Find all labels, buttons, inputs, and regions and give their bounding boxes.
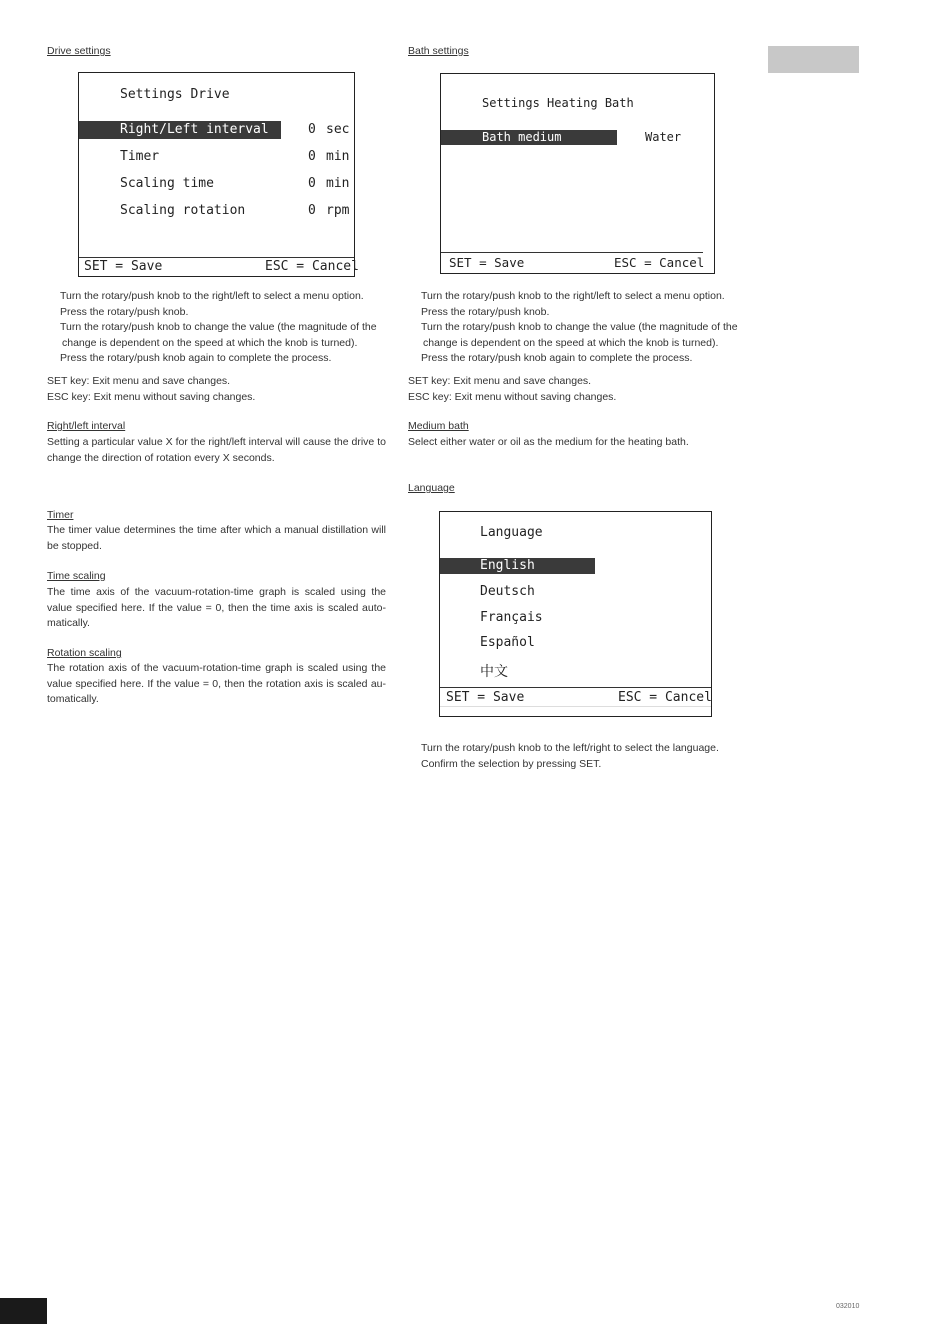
medium-bath-text: Select either water or oil as the medium for the heating bath.	[408, 436, 689, 448]
language-heading: Language	[408, 482, 455, 494]
drive-instructions	[60, 289, 377, 367]
drive-settings-heading: Drive settings	[47, 45, 111, 57]
save-hint: SET = Save	[449, 255, 525, 270]
menu-item-scaling-time: Scaling time	[120, 176, 214, 191]
menu-item-right-left-interval: Right/Left interval	[79, 121, 281, 139]
instruction-step: Press the rotary/push knob.	[421, 305, 550, 318]
menu-item-scaling-rotation: Scaling rotation	[120, 203, 246, 218]
screen-title: Language	[480, 525, 543, 540]
language-screen	[439, 511, 712, 717]
footer-divider	[440, 687, 711, 688]
menu-item-timer: Timer	[120, 149, 160, 164]
menu-value-bath-medium: Water	[645, 130, 682, 144]
language-option-english: English	[440, 558, 595, 574]
time-scaling-heading: Time scaling	[47, 570, 106, 582]
language-option-francais: Français	[480, 610, 543, 625]
instruction-step: Press the rotary/push knob.	[60, 305, 189, 318]
footer-divider	[441, 252, 703, 253]
language-option-espanol: Español	[480, 635, 535, 650]
footer-divider	[79, 257, 354, 258]
cancel-hint: ESC = Cancel	[614, 255, 705, 270]
instruction-step: Confirm the selection by pressing SET.	[421, 757, 602, 770]
bath-instructions	[421, 289, 738, 367]
instruction-step: Turn the rotary/push knob to the right/left to select a menu option.	[60, 290, 364, 302]
bath-settings-screen	[440, 73, 715, 274]
set-key-info: SET key: Exit menu and save changes.	[47, 375, 231, 387]
right-left-interval-heading: Right/left interval	[47, 420, 126, 432]
instruction-step: change is dependent on the speed at which the knob is turned).	[62, 336, 358, 349]
save-hint: SET = Save	[84, 259, 163, 274]
page-number-tab	[0, 1298, 47, 1324]
menu-value-scaling-rotation: 0	[308, 203, 316, 218]
drive-settings-screen	[78, 72, 359, 277]
document-code: 032010	[836, 1303, 860, 1310]
medium-bath-heading: Medium bath	[408, 420, 469, 432]
right-left-interval-text: Setting a particular value X for the right/left interval will cause the drive to change the direction of rotation every X seconds.	[47, 436, 386, 464]
save-hint: SET = Save	[446, 690, 525, 705]
instruction-step: Press the rotary/push knob again to complete the process.	[60, 352, 332, 364]
drive-key-info	[47, 374, 255, 405]
instruction-step: Turn the rotary/push knob to change the value (the magnitude of the	[60, 321, 377, 333]
esc-key-info: ESC key: Exit menu without saving changes.	[47, 390, 256, 403]
screen-title: Settings Drive	[120, 87, 230, 102]
menu-value-timer: 0	[308, 149, 316, 164]
instruction-step: Turn the rotary/push knob to the left/right to select the language.	[421, 742, 719, 754]
cancel-hint: ESC = Cancel	[618, 690, 712, 705]
esc-key-info: ESC key: Exit menu without saving changes.	[408, 390, 617, 403]
menu-item-bath-medium: Bath medium	[441, 130, 617, 145]
section-tab-marker	[768, 46, 859, 73]
language-instructions	[421, 741, 719, 772]
menu-value-scaling-time: 0	[308, 176, 316, 191]
language-option-chinese: 中文	[480, 664, 508, 680]
instruction-step: change is dependent on the speed at which the knob is turned).	[423, 336, 719, 349]
menu-unit-scaling-time: min	[326, 176, 350, 191]
menu-unit-scaling-rotation: rpm	[326, 203, 350, 218]
cancel-hint: ESC = Cancel	[265, 259, 359, 274]
set-key-info: SET key: Exit menu and save changes.	[408, 375, 592, 387]
time-scaling-text: The time axis of the vacuum-rotation-time graph is scaled using the value specified here. If the value = 0, then the time axis is scaled auto-matically.	[47, 586, 386, 629]
bath-key-info	[408, 374, 616, 405]
rotation-scaling-text: The rotation axis of the vacuum-rotation-time graph is scaled using the value specified here. If the value = 0, then the rotation axis is scaled au-tomatically.	[47, 662, 386, 705]
menu-unit-right-left-interval: sec	[326, 122, 350, 137]
timer-heading: Timer	[47, 509, 74, 521]
instruction-step: Turn the rotary/push knob to change the value (the magnitude of the	[421, 321, 738, 333]
instruction-step: Turn the rotary/push knob to the right/left to select a menu option.	[421, 290, 725, 302]
menu-unit-timer: min	[326, 149, 350, 164]
timer-text: The timer value determines the time after which a manual distillation will be stopped.	[47, 524, 386, 552]
footer-bottom-line	[440, 706, 711, 707]
language-option-deutsch: Deutsch	[480, 584, 535, 599]
screen-title: Settings Heating Bath	[482, 96, 634, 110]
menu-value-right-left-interval: 0	[308, 122, 316, 137]
bath-settings-heading: Bath settings	[408, 45, 469, 57]
rotation-scaling-heading: Rotation scaling	[47, 647, 122, 659]
instruction-step: Press the rotary/push knob again to complete the process.	[421, 352, 693, 364]
